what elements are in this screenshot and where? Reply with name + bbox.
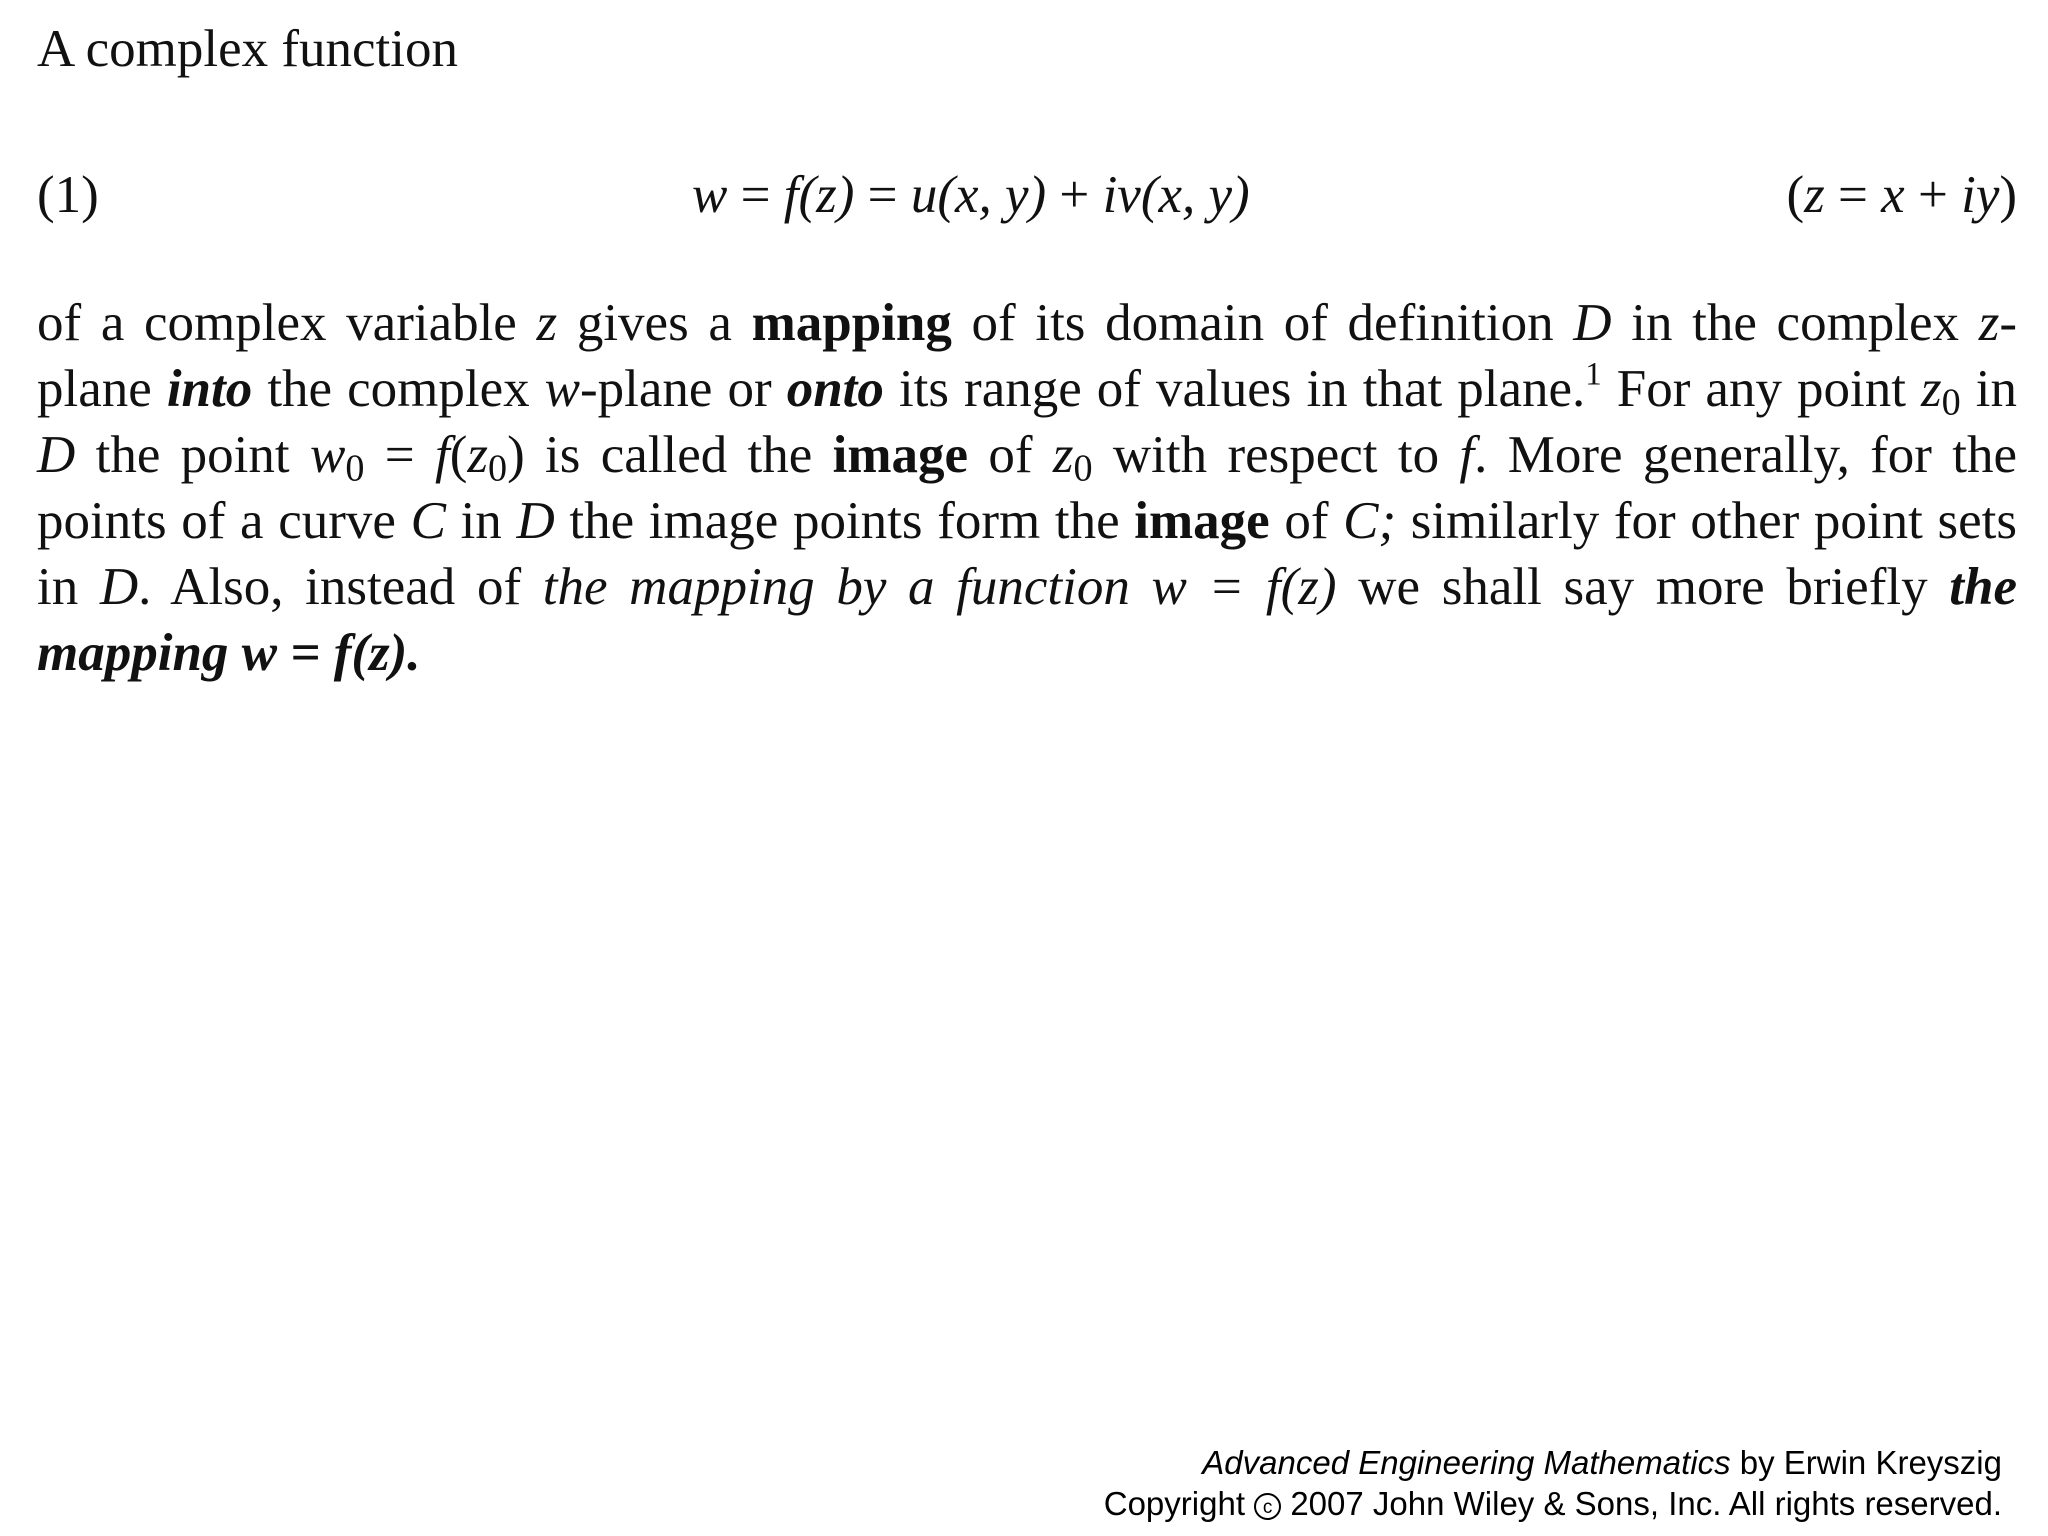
bold-italic-phrase: the mapping w = f(z). xyxy=(37,558,2017,682)
text-run: . More generally, for the points of a curve xyxy=(37,426,2018,550)
copyright-text: 2007 John Wiley & Sons, Inc. All rights reserved. xyxy=(1281,1485,2002,1522)
italic-phrase: the mapping by a function w = f(z) xyxy=(542,558,1337,616)
cond-plus: + xyxy=(1904,166,1962,224)
math-var-D: D xyxy=(99,558,139,616)
math-var-C: C xyxy=(410,492,446,550)
term-image: image xyxy=(1134,492,1270,550)
subscript: 0 xyxy=(487,447,508,490)
math-var-f: f xyxy=(1459,426,1475,484)
text-run: ) is called the xyxy=(507,426,833,484)
equation-main xyxy=(692,160,1250,230)
cond-equals: = xyxy=(1824,166,1882,224)
text-run: = xyxy=(364,426,435,484)
eq-arg-z: (z) xyxy=(798,166,855,224)
math-var-D: D xyxy=(516,492,555,550)
math-var-z0: z xyxy=(467,426,488,484)
subscript: 0 xyxy=(345,447,365,490)
book-title: Advanced Engineering Mathematics xyxy=(1202,1444,1731,1481)
eq-func-f: f xyxy=(783,166,799,224)
math-var-z: z xyxy=(1978,294,2000,352)
eq-func-iv: iv xyxy=(1102,166,1141,224)
equation-number: (1) xyxy=(37,166,99,224)
text-run: in xyxy=(1960,360,2017,418)
eq-args-v: (x, y) xyxy=(1140,166,1250,224)
eq-var-w: w xyxy=(692,166,728,224)
text-run: the point xyxy=(75,426,310,484)
cond-close-paren: ) xyxy=(1999,166,2017,224)
term-image: image xyxy=(832,426,969,484)
math-var-w0: w xyxy=(309,426,346,484)
term-into: into xyxy=(166,360,253,418)
math-var-D: D xyxy=(1573,294,1612,352)
eq-equals-1: = xyxy=(727,166,784,224)
math-var-D: D xyxy=(37,426,76,484)
term-onto: onto xyxy=(786,360,884,418)
text-run: the complex xyxy=(252,360,545,418)
copyright-word: Copyright xyxy=(1103,1485,1255,1522)
eq-args-u: (x, y) xyxy=(937,166,1047,224)
cond-var-x: x xyxy=(1881,166,1905,224)
equation-row xyxy=(37,160,2017,230)
subscript: 0 xyxy=(1073,447,1093,490)
text-run: of a complex variable xyxy=(37,294,537,352)
subscript: 0 xyxy=(1941,381,1961,424)
eq-func-u: u xyxy=(910,166,938,224)
math-var-w: w xyxy=(544,360,581,418)
term-mapping: mapping xyxy=(751,294,952,352)
text-run: in the complex xyxy=(1611,294,1979,352)
cond-var-z: z xyxy=(1804,166,1825,224)
text-run: -plane or xyxy=(580,360,787,418)
text-run: the image points form the xyxy=(554,492,1135,550)
eq-equals-2: = xyxy=(854,166,911,224)
cond-var-iy: iy xyxy=(1961,166,2000,224)
text-run: -plane xyxy=(37,294,2018,418)
math-var-C: C; xyxy=(1343,492,1397,550)
text-run: For any point xyxy=(1601,360,1921,418)
text-run: of xyxy=(1269,492,1344,550)
equation-condition xyxy=(1786,160,2017,230)
page-title: A complex function xyxy=(37,20,458,78)
text-run: in xyxy=(445,492,517,550)
math-var-z: z xyxy=(536,294,558,352)
cond-open-paren: ( xyxy=(1786,166,1805,224)
footer-line-1 xyxy=(1104,1442,2002,1483)
text-run: of xyxy=(968,426,1053,484)
footnote-marker: 1 xyxy=(1585,356,1602,393)
book-author: by Erwin Kreyszig xyxy=(1730,1444,2002,1481)
text-run: with respect to xyxy=(1092,426,1460,484)
footer-line-2 xyxy=(1104,1483,2002,1524)
eq-plus: + xyxy=(1046,166,1103,224)
text-run: . Also, instead of xyxy=(138,558,543,616)
text-run: of its domain of definition xyxy=(951,294,1574,352)
text-run: its range of values in that plane. xyxy=(883,360,1586,418)
copyright-footer xyxy=(1104,1442,2002,1524)
math-var-f: f xyxy=(434,426,450,484)
text-run: gives a xyxy=(557,294,752,352)
math-var-z0: z xyxy=(1921,360,1942,418)
text-run: ( xyxy=(449,426,468,484)
text-run: we shall say more briefly xyxy=(1336,558,1950,616)
math-var-z0: z xyxy=(1052,426,1074,484)
text-run: similarly for other point sets in xyxy=(37,492,2017,616)
copyright-icon: c xyxy=(1254,1493,1281,1520)
body-paragraph xyxy=(37,290,2017,686)
